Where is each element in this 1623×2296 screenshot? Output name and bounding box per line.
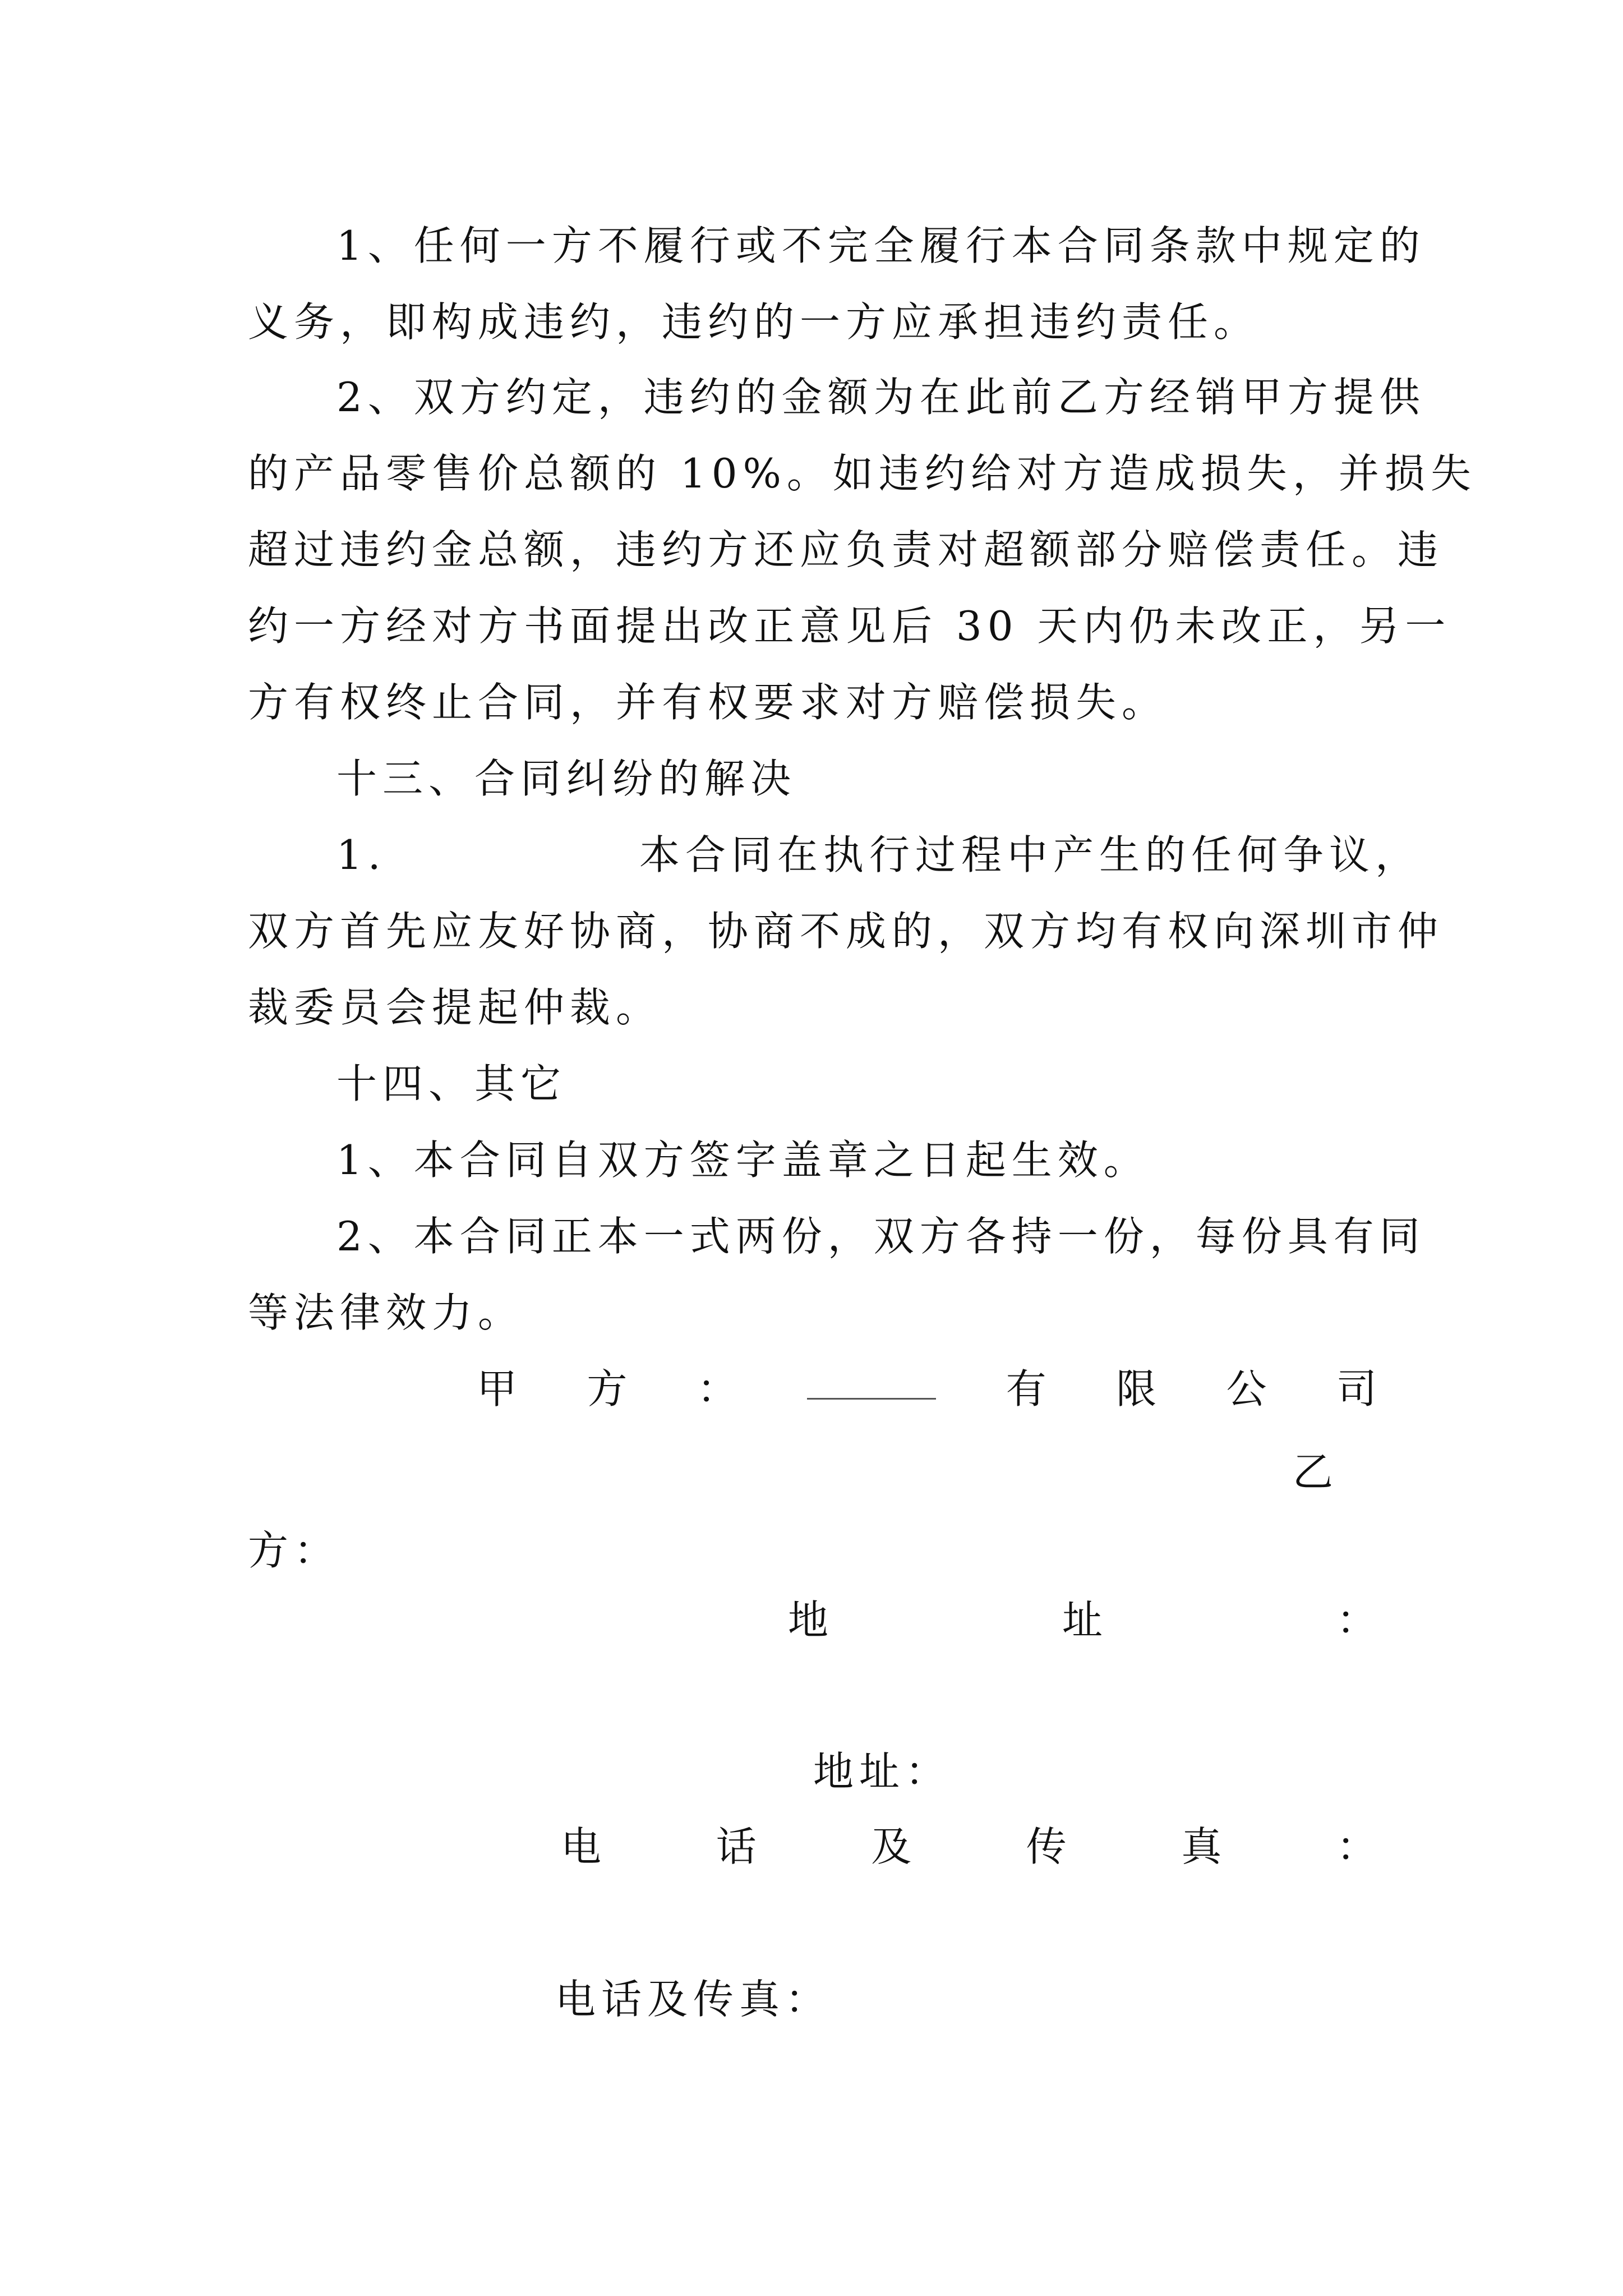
clause-2-line-2: 的产品零售价总额的 10%。如违约给对方造成损失，并损失 — [248, 450, 1477, 497]
clause-14-2-line-1: 2、本合同正本一式两份，双方各持一份，每份具有同 — [336, 1213, 1426, 1260]
phone-fax-a-char: 话 — [716, 1823, 757, 1870]
clause-13-1-line-2: 双方首先应友好协商，协商不成的，双方均有权向深圳市仲 — [248, 908, 1444, 955]
party-b-label-part-2: 方： — [248, 1527, 340, 1574]
phone-fax-a-char: 电 — [561, 1823, 602, 1870]
party-a-line — [477, 1365, 1377, 1412]
address-a-char: 地 — [788, 1596, 829, 1644]
party-b-label-part-1: 乙 — [1293, 1448, 1339, 1496]
phone-fax-a-char: 及 — [871, 1823, 912, 1870]
clause-1-line-2: 义务，即构成违约，违约的一方应承担违约责任。 — [248, 298, 1260, 346]
address-a-line — [788, 1596, 1377, 1644]
party-a-char: ： — [697, 1365, 737, 1412]
address-a-char: ： — [1336, 1596, 1377, 1644]
clause-14-1: 1、本合同自双方签字盖章之日起生效。 — [336, 1137, 1150, 1184]
clause-2-line-1: 2、双方约定，违约的金额为在此前乙方经销甲方提供 — [336, 374, 1426, 421]
clause-13-1-line-1: 本合同在执行过程中产生的任何争议， — [639, 831, 1422, 878]
company-name-blank — [807, 1398, 936, 1400]
party-a-char: 限 — [1116, 1365, 1157, 1412]
section-14-heading: 十四、其它 — [336, 1060, 567, 1107]
clause-2-line-3: 超过违约金总额，违约方还应负责对超额部分赔偿责任。违 — [248, 526, 1444, 573]
phone-fax-a-char: 真 — [1181, 1823, 1222, 1870]
address-b-label: 地址： — [813, 1748, 952, 1795]
party-a-char: 甲 — [477, 1365, 518, 1412]
party-a-char: 司 — [1336, 1365, 1377, 1412]
clause-13-1-number: 1. — [336, 831, 386, 878]
section-13-heading: 十三、合同纠纷的解决 — [336, 755, 797, 802]
party-a-char: 方 — [587, 1365, 628, 1412]
clause-2-line-4: 约一方经对方书面提出改正意见后 30 天内仍未改正，另一 — [248, 602, 1451, 650]
phone-fax-b-label: 电话及传真： — [555, 1976, 832, 2023]
phone-fax-a-line — [561, 1823, 1377, 1870]
clause-2-line-5: 方有权终止合同，并有权要求对方赔偿损失。 — [248, 679, 1168, 726]
phone-fax-a-char: ： — [1336, 1823, 1377, 1870]
clause-1-line-1: 1、任何一方不履行或不完全履行本合同条款中规定的 — [336, 222, 1426, 269]
clause-14-2-line-2: 等法律效力。 — [248, 1289, 524, 1336]
party-a-char: 有 — [1006, 1365, 1046, 1412]
address-a-char: 址 — [1062, 1596, 1103, 1644]
phone-fax-a-char: 传 — [1026, 1823, 1067, 1870]
party-a-char: 公 — [1226, 1365, 1267, 1412]
clause-13-1-line-3: 裁委员会提起仲裁。 — [248, 984, 662, 1031]
